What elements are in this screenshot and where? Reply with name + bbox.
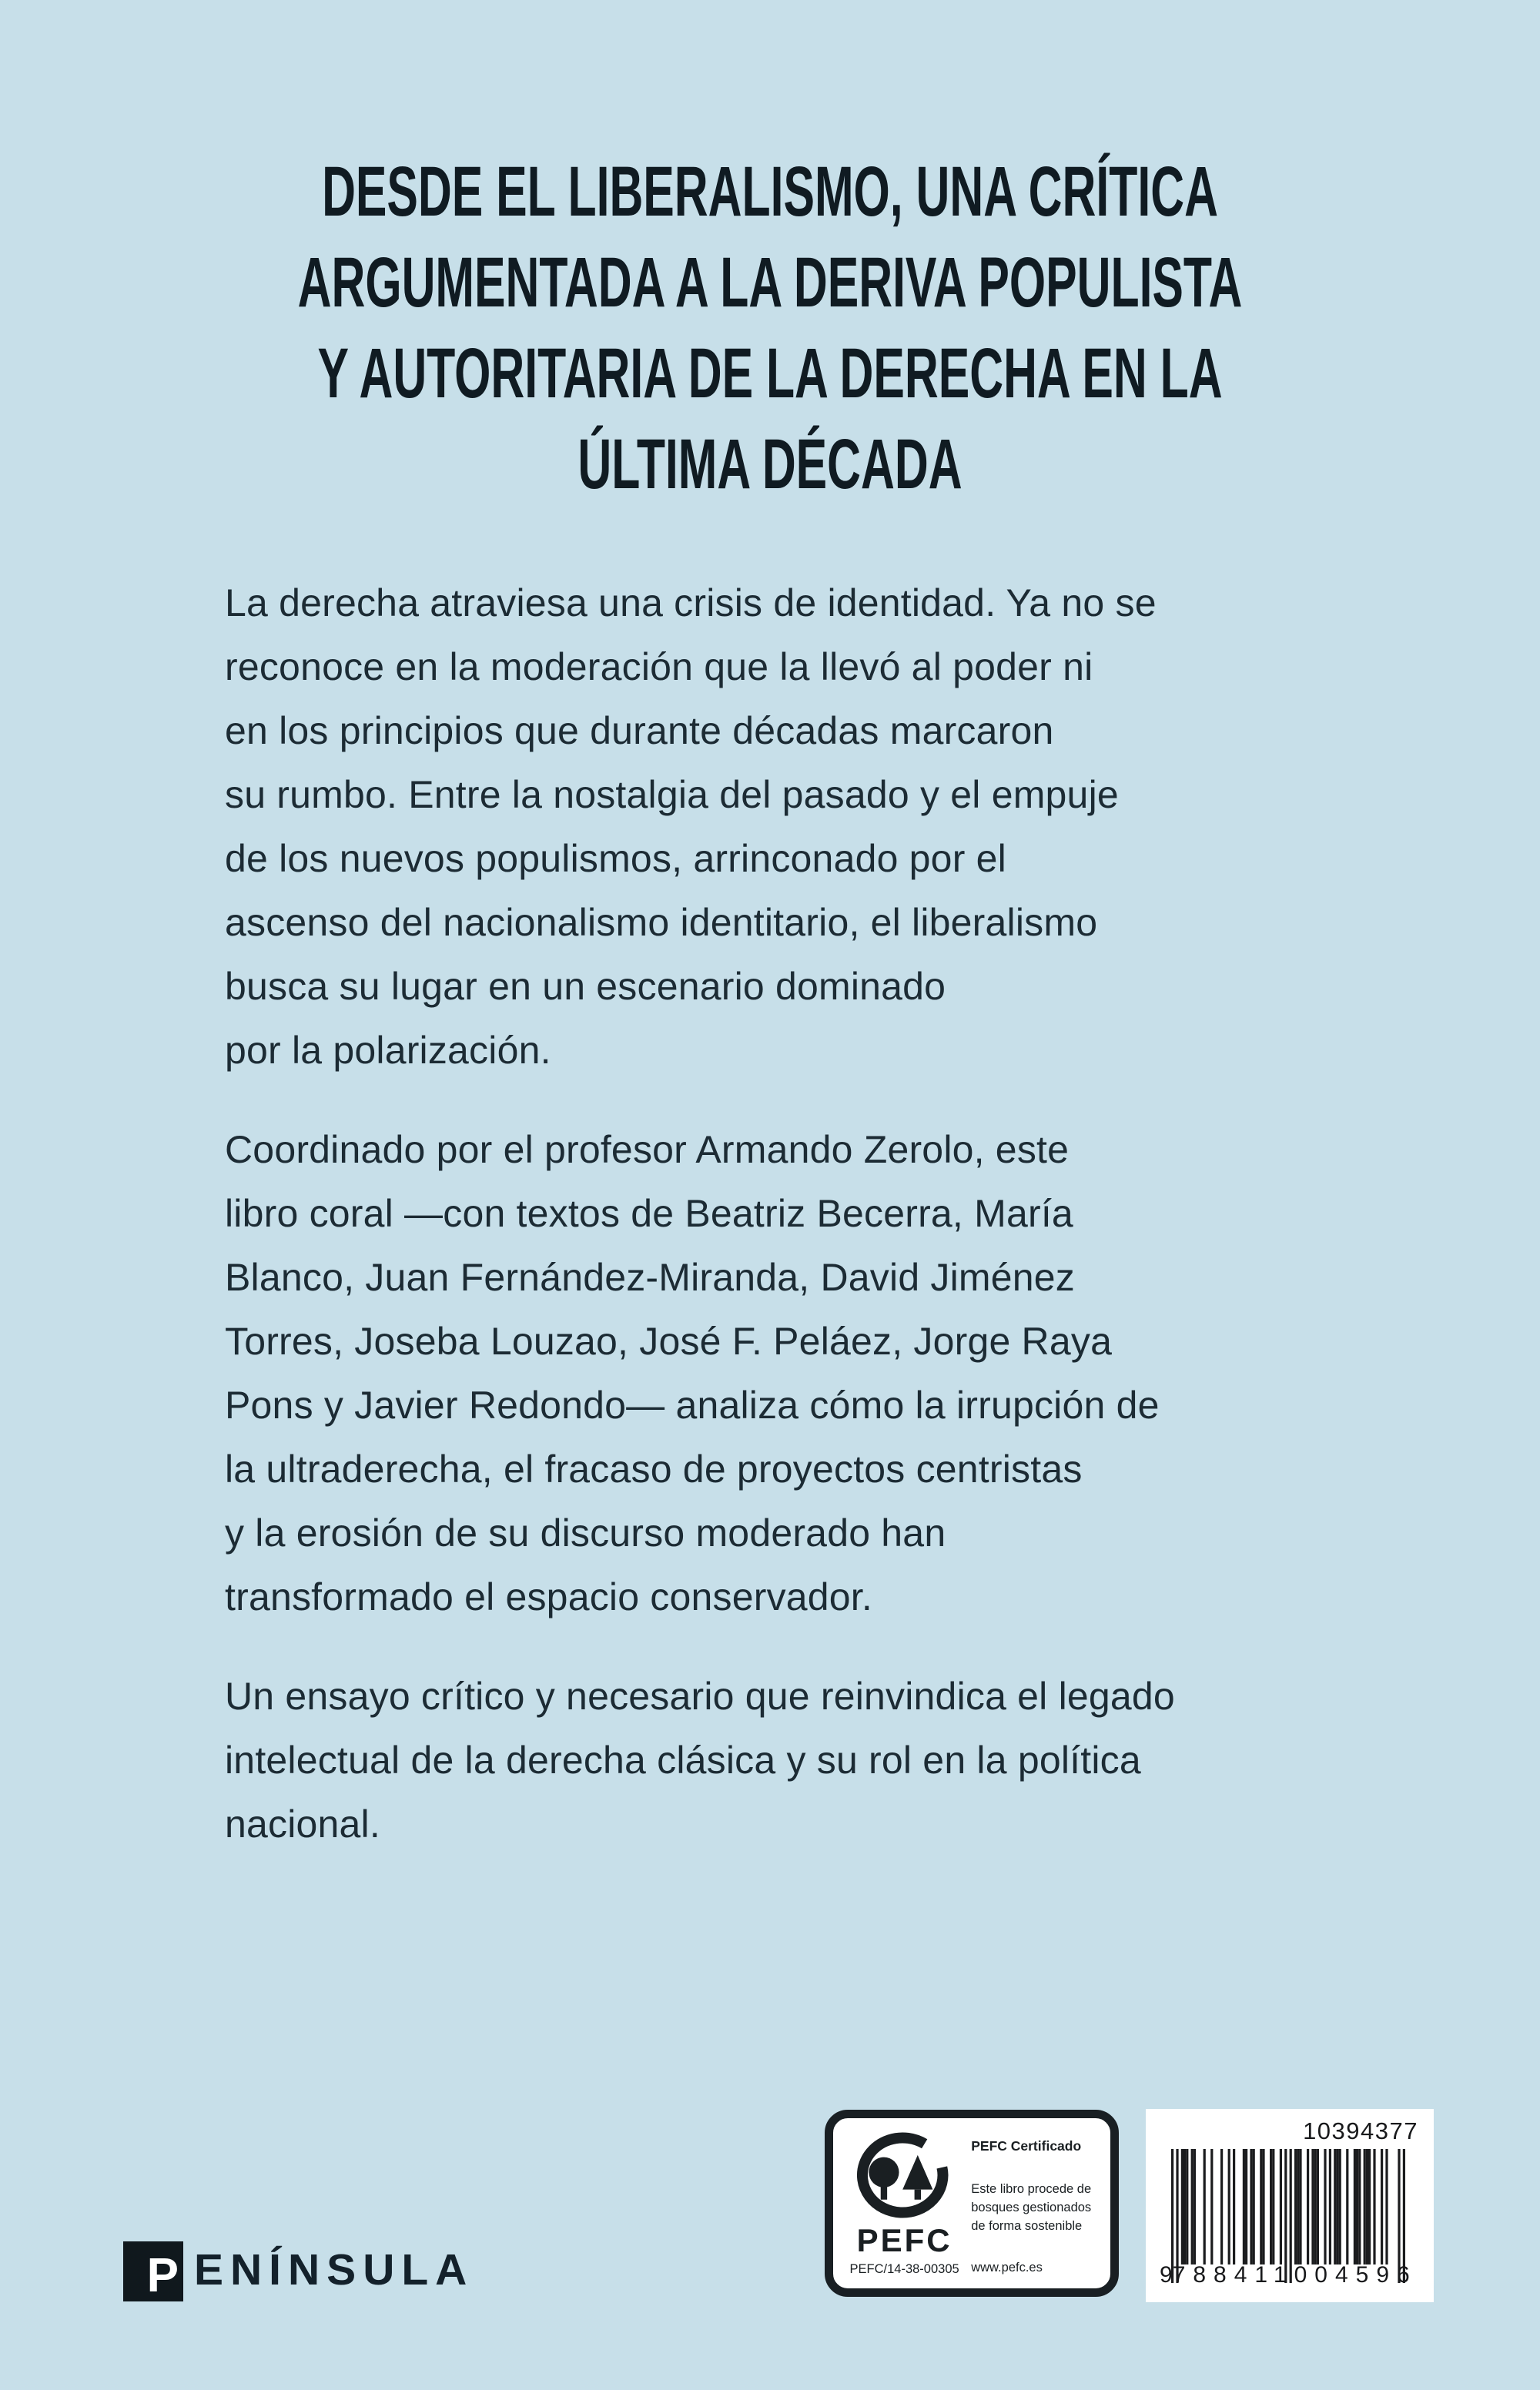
barcode-isbn-number [1158, 2263, 1418, 2288]
pefc-description [971, 2180, 1096, 2235]
paragraph [225, 571, 1380, 1083]
pefc-description-line: Este libro procede de [971, 2181, 1092, 2196]
headline-line: ARGUMENTADA A LA DERIVA POPULISTA [297, 243, 1243, 322]
body-line: de los nuevos populismos, arrinconado por el [225, 837, 1006, 880]
headline-line: ÚLTIMA DÉCADA [578, 425, 962, 504]
body-line: la ultraderecha, el fracaso de proyectos centristas [225, 1448, 1083, 1491]
barcode-box [1146, 2109, 1434, 2302]
body-line: Un ensayo crítico y necesario que reinvindica el legado [225, 1675, 1175, 1718]
publisher-name: ENÍNSULA [194, 2245, 474, 2295]
paragraph [225, 1665, 1380, 1856]
body-line: nacional. [225, 1803, 380, 1846]
headline [0, 0, 1540, 510]
body-line: Blanco, Juan Fernández-Miranda, David Jiménez [225, 1256, 1075, 1299]
body-line: y la erosión de su discurso moderado han [225, 1511, 946, 1555]
isbn-group: 9 [1160, 2262, 1173, 2288]
headline-line: Y AUTORITARIA DE LA DERECHA EN LA [317, 334, 1223, 413]
body-line: por la polarización. [225, 1029, 551, 1072]
paragraph [225, 1118, 1380, 1629]
publisher-logo [123, 2241, 474, 2301]
body-line: Pons y Javier Redondo— analiza cómo la irrupción de [225, 1384, 1160, 1427]
body-text [225, 571, 1380, 1856]
body-line: Coordinado por el profesor Armando Zerolo, este [225, 1128, 1070, 1171]
pefc-trees-icon [851, 2129, 959, 2221]
pefc-description-line: de forma sostenible [971, 2218, 1083, 2233]
pefc-right-column [963, 2129, 1096, 2276]
body-line: en los principios que durante décadas marcaron [225, 709, 1054, 752]
publisher-initial: P [146, 2249, 179, 2302]
pefc-certification-box [825, 2110, 1119, 2297]
pefc-url: www.pefc.es [971, 2261, 1043, 2275]
pefc-wordmark: PEFC [856, 2221, 952, 2258]
pefc-left-column [845, 2129, 963, 2276]
pefc-title: PEFC Certificado [971, 2138, 1082, 2154]
body-line: Torres, Joseba Louzao, José F. Peláez, Jorge Raya [225, 1320, 1113, 1363]
isbn-group: 004596 [1294, 2262, 1418, 2288]
body-line: su rumbo. Entre la nostalgia del pasado y el empuje [225, 773, 1119, 816]
body-line: La derecha atraviesa una crisis de identidad. Ya no se [225, 581, 1157, 624]
isbn-group: 788411 [1172, 2262, 1294, 2288]
body-line: libro coral —con textos de Beatriz Becerra, María [225, 1192, 1073, 1235]
pefc-certificate-code: PEFC/14-38-00305 [849, 2262, 959, 2276]
headline-line: DESDE EL LIBERALISMO, UNA CRÍTICA [322, 152, 1218, 231]
body-line: reconoce en la moderación que la llevó al poder ni [225, 645, 1093, 688]
publisher-logo-square [123, 2241, 183, 2301]
barcode-top-number: 10394377 [1303, 2117, 1418, 2144]
body-line: transformado el espacio conservador. [225, 1575, 872, 1618]
body-line: busca su lugar en un escenario dominado [225, 965, 946, 1008]
body-line: ascenso del nacionalismo identitario, el liberalismo [225, 901, 1098, 944]
body-line: intelectual de la derecha clásica y su rol en la política [225, 1739, 1141, 1782]
pefc-description-line: bosques gestionados [971, 2200, 1092, 2214]
